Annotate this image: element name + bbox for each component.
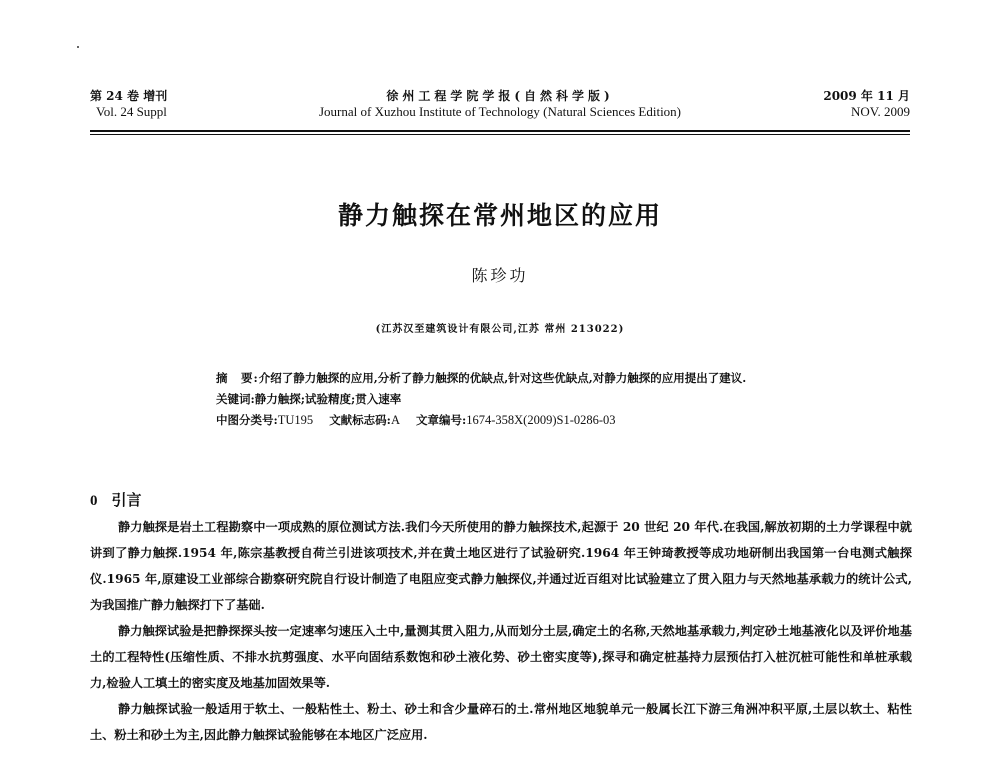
section-title: 引言	[111, 491, 142, 509]
body-paragraph: 静力触探试验是把静探探头按一定速率匀速压入土中,量测其贯入阻力,从而划分土层,确定土的名称,天然地基承载力,判定砂土地基液化以及评价地基土的工程特性(压缩性质、不排水抗剪强度、水平向固结系数饱和砂土液化势、砂土密实度等),探寻和确定桩基持力层预估打入桩沉桩可能性和单桩承载力,检验人工填土的密实度及地基加固效果等.	[90, 624, 912, 690]
header-rule-thin	[90, 134, 910, 135]
paper-author: 陈珍功	[471, 266, 529, 285]
abstract-label: 摘 要:	[216, 371, 259, 385]
header-rule-thick	[90, 130, 910, 132]
doc-code-label: 文献标志码:	[329, 413, 391, 427]
journal-name-en: Journal of Xuzhou Institute of Technology (Natural Sciences Edition)	[318, 104, 682, 119]
article-no-value: 1674-358X(2009)S1-0286-03	[466, 413, 616, 427]
journal-header	[90, 88, 910, 128]
clc-label: 中图分类号:	[216, 413, 278, 427]
doc-code-value: A	[390, 413, 400, 427]
clc-value: TU195	[277, 413, 314, 427]
section-heading	[90, 489, 142, 510]
volume-cn: 第 24 卷 增刊	[90, 89, 168, 103]
keywords-text: 静力触探;试验精度;贯入速率	[254, 392, 402, 406]
body-text	[90, 514, 912, 748]
volume-info	[90, 88, 167, 120]
paper-title: 静力触探在常州地区的应用	[337, 201, 662, 230]
scan-dot	[77, 46, 79, 48]
journal-name-cn: 徐州工程学院学报(自然科学版)	[386, 89, 614, 103]
abstract-block	[190, 368, 850, 431]
abstract-paragraph	[190, 368, 850, 389]
section-number: 0	[90, 493, 98, 509]
author-affiliation: (江苏汉至建筑设计有限公司,江苏 常州 213022)	[375, 324, 625, 335]
volume-en: Vol. 24 Suppl	[96, 104, 167, 119]
journal-name	[240, 88, 760, 120]
keywords-label: 关键词:	[216, 392, 255, 406]
abstract-text: 介绍了静力触探的应用,分析了静力触探的优缺点,针对这些优缺点,对静力触探的应用提出了建议.	[258, 371, 747, 385]
issue-date-cn: 2009 年 11 月	[823, 89, 910, 103]
body-paragraph: 静力触探是岩土工程勘察中一项成熟的原位测试方法.我们今天所使用的静力触探技术,起源于 20 世纪 20 年代.在我国,解放初期的土力学课程中就讲到了静力触探.1954 年,陈宗基教授自荷兰引进该项技术,并在黄土地区进行了试验研究.1964 年王钟琦教授等成功地研制出我国第一台电测式触探仪.1965 年,原建设工业部综合勘察研究院自行设计制造了电阻应变式静力触探仪,并通过近百组对比试验建立了贯入阻力与天然地基承载力的统计公式,为我国推广静力触探打下了基础.	[90, 520, 912, 612]
article-no-label: 文章编号:	[415, 413, 467, 427]
classification-line	[190, 410, 850, 431]
keywords-line	[190, 389, 850, 410]
body-paragraph: 静力触探试验一般适用于软土、一般粘性土、粉土、砂土和含少量碎石的土.常州地区地貌单元一般属长江下游三角洲冲积平原,土层以软土、粘性土、粉土和砂土为主,因此静力触探试验能够在本地区广泛应用.	[90, 702, 912, 742]
issue-date	[823, 88, 910, 120]
issue-date-en: NOV. 2009	[851, 104, 910, 119]
